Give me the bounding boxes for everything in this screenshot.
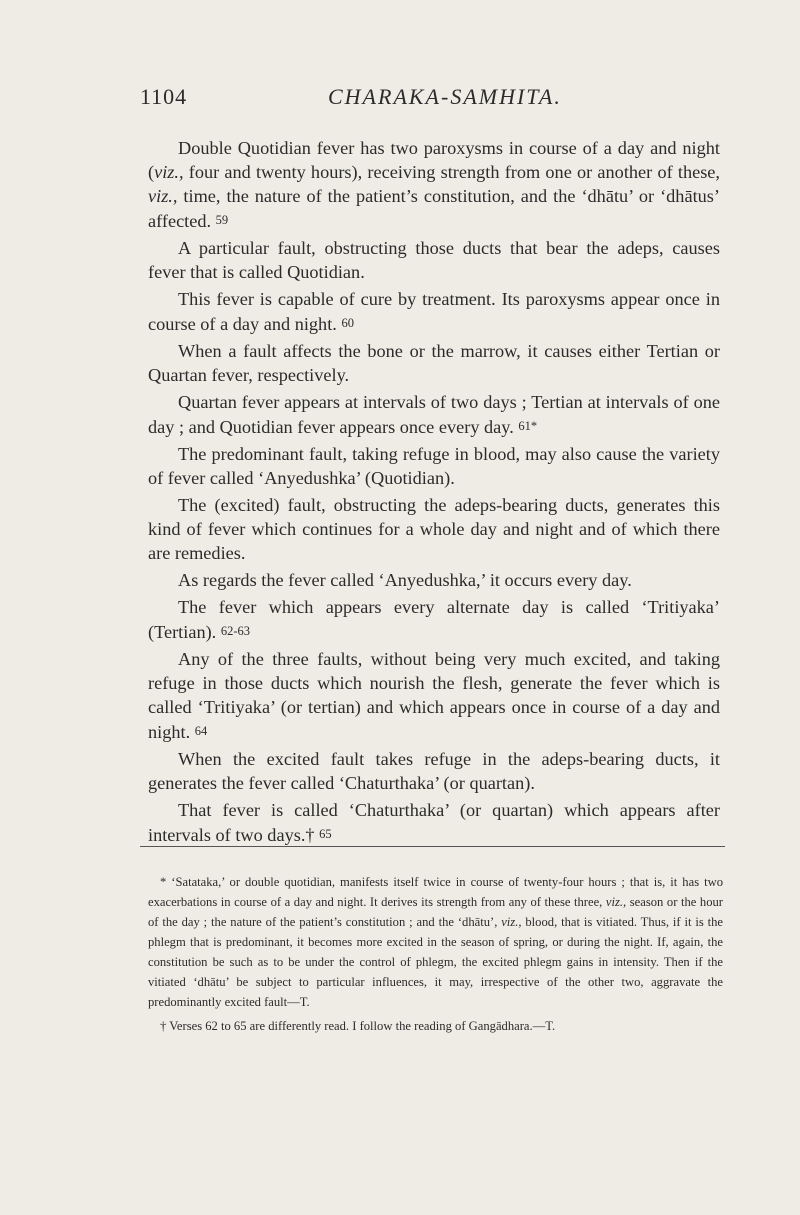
verse-number: 62-63 [220,624,251,638]
footnote-divider [140,846,725,847]
footnote: † Verses 62 to 65 are differently read. I follow the reading of Gangādhara.—T. [160,1019,556,1033]
paragraph: This fever is capable of cure by treatment. Its paroxysms appear once in course of a day and night. 60 [148,289,720,334]
paragraph: Quartan fever appears at intervals of two days ; Tertian at intervals of one day ; and Quotidian fever appears once every day. 61* [148,392,720,437]
paragraph: Any of the three faults, without being very much excited, and taking refuge in those ducts which nourish the flesh, generate the fever which is called ‘Tritiyaka’ (or tertian) and which appears once in course of a day and night. 64 [148,649,720,742]
paragraph: When a fault affects the bone or the marrow, it causes either Tertian or Quartan fever, respectively. [148,341,720,385]
paragraph: Double Quotidian fever has two paroxysms in course of a day and night (viz., four and twenty hours), receiving strength from one or another of these, viz., time, the nature of the patient’s constitution, and the ‘dhātu’ or ‘dhātus’ affected. 59 [148,138,720,231]
footnotes [148,872,723,1040]
verse-number: 60 [341,316,354,330]
verse-number: 64 [194,724,208,738]
paragraph: The fever which appears every alternate day is called ‘Tritiyaka’ (Tertian). 62-63 [148,597,720,642]
verse-number: 61* [518,419,538,433]
paragraph: The (excited) fault, obstructing the adeps-bearing ducts, generates this kind of fever which continues for a whole day and night and of which there are remedies. [148,495,720,563]
paragraph: As regards the fever called ‘Anyedushka,’ it occurs every day. [178,570,632,590]
page-number: 1104 [140,84,188,109]
paragraph: That fever is called ‘Chaturthaka’ (or quartan) which appears after intervals of two days.† 65 [148,800,720,845]
verse-number: 65 [319,827,332,841]
footnote: * ‘Satataka,’ or double quotidian, manifests itself twice in course of twenty-four hours ; that is, it has two exacerbations in course of a day and night. It derives its strength from any of these three, viz., season or the hour of the day ; the nature of the patient’s constitution ; and the ‘dhātu’, viz., blood, that is vitiated. Thus, if it is the phlegm that is predominant, it becomes more excited in the season of spring, or during the night. If, again, the constitution be such as to be under the control of phlegm, the excited phlegm gains in intensity. Then if the vitiated ‘dhātu’ be subject to particular influences, it may, irrespective of the other two, aggravate the predominantly excited fault—T. [148,875,723,1009]
paragraph: A particular fault, obstructing those ducts that bear the adeps, causes fever that is called Quotidian. [148,238,720,282]
running-title: CHARAKA-SAMHITA. [328,84,562,109]
main-text [148,136,720,850]
verse-number: 59 [215,213,229,227]
paragraph: The predominant fault, taking refuge in blood, may also cause the variety of fever called ‘Anyedushka’ (Quotidian). [148,444,720,488]
running-head [140,84,720,114]
paragraph: When the excited fault takes refuge in the adeps-bearing ducts, it generates the fever called ‘Chaturthaka’ (or quartan). [148,749,720,793]
